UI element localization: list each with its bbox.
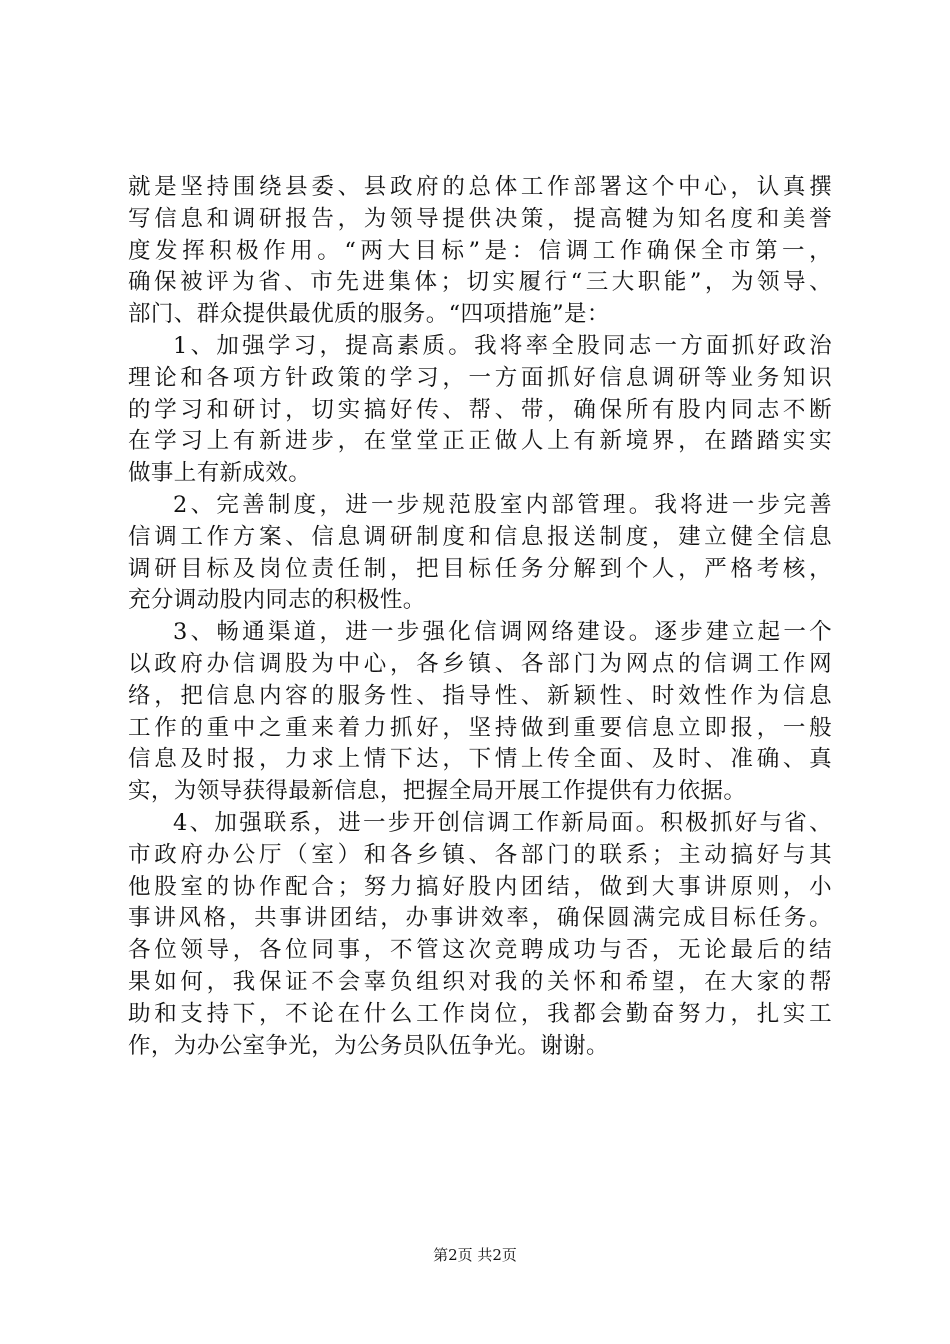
text-line: 以政府办信调股为中心，各乡镇、各部门为网点的信调工作网: [128, 650, 832, 677]
text-line: 络，把信息内容的服务性、指导性、新颖性、时效性作为信息: [128, 682, 832, 709]
text-line: 果如何，我保证不会辜负组织对我的关怀和希望，在大家的帮: [128, 968, 832, 995]
text-line: 工作的重中之重来着力抓好，坚持做到重要信息立即报，一般: [128, 714, 832, 741]
page-footer: 第2页 共2页: [433, 1246, 517, 1264]
paragraph-2-line: 2、完善制度，进一步规范股室内部管理。我将进一步完善: [173, 491, 832, 518]
text-line: 市政府办公厅（室）和各乡镇、各部门的联系；主动搞好与其: [128, 841, 832, 868]
text-line: 作，为办公室争光，为公务员队伍争光。谢谢。: [128, 1032, 609, 1059]
text-line: 在学习上有新进步，在堂堂正正做人上有新境界，在踏踏实实: [128, 428, 832, 455]
text-line: 调研目标及岗位责任制，把目标任务分解到个人，严格考核，: [128, 555, 832, 582]
text-line: 度发挥积极作用。“两大目标”是：信调工作确保全市第一，: [128, 237, 832, 264]
text-line: 部门、群众提供最优质的服务。“四项措施”是：: [128, 301, 610, 328]
text-line: 各位领导，各位同事，不管这次竞聘成功与否，无论最后的结: [128, 937, 832, 964]
text-line: 确保被评为省、市先进集体；切实履行“三大职能”，为领导、: [128, 269, 832, 296]
text-line: 就是坚持围绕县委、县政府的总体工作部署这个中心，认真撰: [128, 174, 832, 200]
text-line: 做事上有新成效。: [128, 460, 312, 487]
text-line: 信息及时报，力求上情下达，下情上传全面、及时、准确、真: [128, 746, 832, 773]
text-line: 助和支持下，不论在什么工作岗位，我都会勤奋努力，扎实工: [128, 1000, 832, 1027]
text-line: 事讲风格，共事讲团结，办事讲效率，确保圆满完成目标任务。: [128, 905, 832, 932]
text-line: 信调工作方案、信息调研制度和信息报送制度，建立健全信息: [128, 523, 832, 550]
paragraph-3-line: 3、畅通渠道，进一步强化信调网络建设。逐步建立起一个: [173, 619, 832, 646]
text-line: 写信息和调研报告，为领导提供决策，提高犍为知名度和美誉: [128, 205, 832, 232]
text-line: 充分调动股内同志的积极性。: [128, 587, 426, 614]
text-line: 的学习和研讨，切实搞好传、帮、带，确保所有股内同志不断: [128, 396, 832, 423]
paragraph-1-line: 1、加强学习，提高素质。我将率全股同志一方面抓好政治: [173, 332, 832, 359]
text-line: 实，为领导获得最新信息，把握全局开展工作提供有力依据。: [128, 778, 747, 805]
text-line: 他股室的协作配合；努力搞好股内团结，做到大事讲原则，小: [128, 873, 832, 900]
text-line: 理论和各项方针政策的学习，一方面抓好信息调研等业务知识: [128, 364, 832, 391]
document-body: [128, 172, 832, 1062]
paragraph-4-line: 4、加强联系，进一步开创信调工作新局面。积极抓好与省、: [173, 809, 832, 836]
